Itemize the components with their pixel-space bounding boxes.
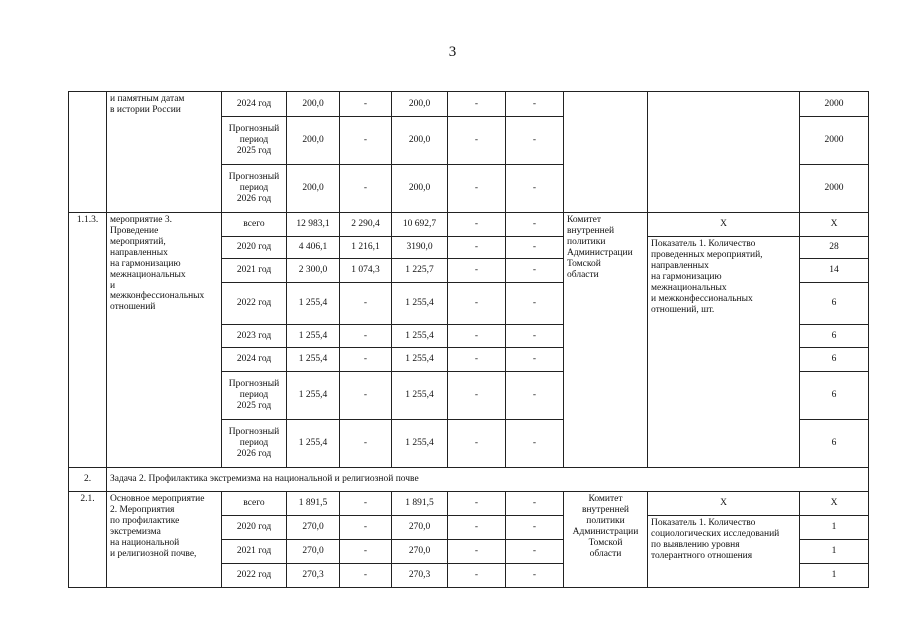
indicator-value-cell: 6 [800, 283, 869, 325]
indicator-value-cell: 2000 [800, 117, 869, 165]
other-cell: - [506, 492, 564, 516]
indicator-value-cell: 1 [800, 564, 869, 588]
federal-cell: - [340, 492, 392, 516]
federal-cell: - [340, 92, 392, 117]
total-cell: 1 255,4 [287, 283, 340, 325]
indicator-value-cell: 2000 [800, 92, 869, 117]
executor-cell [564, 92, 648, 213]
other-cell: - [506, 213, 564, 237]
federal-cell: - [340, 348, 392, 372]
period-cell: Прогнозный период 2026 год [222, 420, 287, 468]
federal-cell: 2 290,4 [340, 213, 392, 237]
period-cell: Прогнозный период 2025 год [222, 372, 287, 420]
period-cell: всего [222, 213, 287, 237]
total-cell: 12 983,1 [287, 213, 340, 237]
federal-cell: - [340, 540, 392, 564]
local-cell: - [448, 283, 506, 325]
local-cell: - [448, 117, 506, 165]
period-cell: 2021 год [222, 259, 287, 283]
total-cell: 1 255,4 [287, 348, 340, 372]
indicator-value-cell: 6 [800, 372, 869, 420]
other-cell: - [506, 348, 564, 372]
local-cell: - [448, 492, 506, 516]
period-cell: 2022 год [222, 564, 287, 588]
period-cell: 2023 год [222, 325, 287, 348]
local-cell: - [448, 237, 506, 259]
period-cell: 2021 год [222, 540, 287, 564]
regional-cell: 3190,0 [392, 237, 448, 259]
regional-cell: 1 225,7 [392, 259, 448, 283]
total-cell: 4 406,1 [287, 237, 340, 259]
row-number-cell [69, 92, 107, 213]
regional-cell: 200,0 [392, 92, 448, 117]
indicator-header-cell: X [648, 492, 800, 516]
federal-cell: - [340, 283, 392, 325]
federal-cell: - [340, 516, 392, 540]
regional-cell: 1 255,4 [392, 420, 448, 468]
table-body [69, 92, 869, 588]
federal-cell: - [340, 117, 392, 165]
federal-cell: - [340, 165, 392, 213]
regional-cell: 270,0 [392, 540, 448, 564]
table-row [69, 492, 869, 516]
total-cell: 200,0 [287, 165, 340, 213]
regional-cell: 1 255,4 [392, 325, 448, 348]
period-cell: Прогнозный период 2026 год [222, 165, 287, 213]
regional-cell: 1 255,4 [392, 348, 448, 372]
total-cell: 2 300,0 [287, 259, 340, 283]
indicator-value-cell: 14 [800, 259, 869, 283]
regional-cell: 10 692,7 [392, 213, 448, 237]
measure-name-cell: мероприятие 3. Проведение мероприятий, направленных на гармонизацию межнациональных и межконфессиональных отношений [107, 213, 222, 468]
indicator-value-cell: 2000 [800, 165, 869, 213]
other-cell: - [506, 420, 564, 468]
other-cell: - [506, 564, 564, 588]
other-cell: - [506, 516, 564, 540]
table-row [69, 92, 869, 117]
regional-cell: 270,3 [392, 564, 448, 588]
task-row [69, 468, 869, 492]
federal-cell: 1 216,1 [340, 237, 392, 259]
other-cell: - [506, 372, 564, 420]
period-cell: 2024 год [222, 92, 287, 117]
indicator-value-cell: 1 [800, 540, 869, 564]
indicator-value-cell: X [800, 213, 869, 237]
local-cell: - [448, 564, 506, 588]
period-cell: всего [222, 492, 287, 516]
indicator-header-cell: X [648, 213, 800, 237]
executor-cell: Комитет внутренней политики Администрации Томской области [564, 213, 648, 468]
measure-name-cell: и памятным датам в истории России [107, 92, 222, 213]
local-cell: - [448, 372, 506, 420]
local-cell: - [448, 325, 506, 348]
other-cell: - [506, 259, 564, 283]
regional-cell: 1 891,5 [392, 492, 448, 516]
total-cell: 1 255,4 [287, 372, 340, 420]
table-row [69, 213, 869, 237]
regional-cell: 200,0 [392, 117, 448, 165]
total-cell: 1 255,4 [287, 420, 340, 468]
federal-cell: - [340, 372, 392, 420]
indicator-cell: Показатель 1. Количество проведенных мероприятий, направленных на гармонизацию межнациональных и межконфессиональных отношений, шт. [648, 237, 800, 468]
row-number-cell: 2. [69, 468, 107, 492]
program-table [68, 91, 869, 588]
total-cell: 270,3 [287, 564, 340, 588]
period-cell: 2020 год [222, 237, 287, 259]
total-cell: 200,0 [287, 92, 340, 117]
regional-cell: 1 255,4 [392, 372, 448, 420]
regional-cell: 200,0 [392, 165, 448, 213]
indicator-value-cell: 6 [800, 348, 869, 372]
local-cell: - [448, 165, 506, 213]
local-cell: - [448, 92, 506, 117]
other-cell: - [506, 325, 564, 348]
local-cell: - [448, 420, 506, 468]
local-cell: - [448, 259, 506, 283]
total-cell: 270,0 [287, 540, 340, 564]
regional-cell: 1 255,4 [392, 283, 448, 325]
indicator-value-cell: X [800, 492, 869, 516]
federal-cell: - [340, 564, 392, 588]
indicator-value-cell: 6 [800, 420, 869, 468]
federal-cell: 1 074,3 [340, 259, 392, 283]
other-cell: - [506, 540, 564, 564]
period-cell: 2022 год [222, 283, 287, 325]
indicator-value-cell: 1 [800, 516, 869, 540]
federal-cell: - [340, 325, 392, 348]
other-cell: - [506, 92, 564, 117]
row-number-cell: 1.1.3. [69, 213, 107, 468]
local-cell: - [448, 348, 506, 372]
period-cell: Прогнозный период 2025 год [222, 117, 287, 165]
total-cell: 1 255,4 [287, 325, 340, 348]
page-number: 3 [448, 44, 457, 60]
indicator-cell: Показатель 1. Количество социологических исследований по выявлению уровня толерантного отношения [648, 516, 800, 588]
federal-cell: - [340, 420, 392, 468]
regional-cell: 270,0 [392, 516, 448, 540]
other-cell: - [506, 165, 564, 213]
other-cell: - [506, 283, 564, 325]
indicator-cell [648, 92, 800, 213]
other-cell: - [506, 117, 564, 165]
local-cell: - [448, 516, 506, 540]
executor-cell: Комитет внутренней политики Администрации Томской области [564, 492, 648, 588]
period-cell: 2024 год [222, 348, 287, 372]
period-cell: 2020 год [222, 516, 287, 540]
total-cell: 270,0 [287, 516, 340, 540]
local-cell: - [448, 540, 506, 564]
row-number-cell: 2.1. [69, 492, 107, 588]
other-cell: - [506, 237, 564, 259]
measure-name-cell: Основное мероприятие 2. Мероприятия по профилактике экстремизма на национальной и религиозной почве, [107, 492, 222, 588]
total-cell: 200,0 [287, 117, 340, 165]
total-cell: 1 891,5 [287, 492, 340, 516]
local-cell: - [448, 213, 506, 237]
indicator-value-cell: 28 [800, 237, 869, 259]
task-title-cell: Задача 2. Профилактика экстремизма на национальной и религиозной почве [107, 468, 869, 492]
indicator-value-cell: 6 [800, 325, 869, 348]
